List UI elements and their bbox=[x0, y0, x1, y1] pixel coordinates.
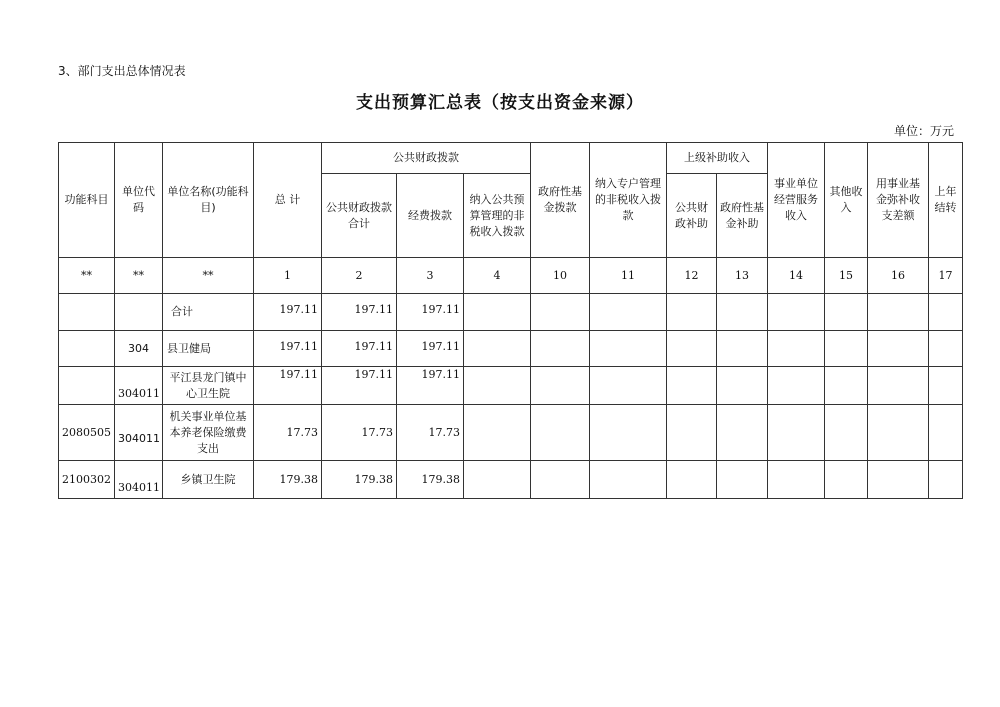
empty-cell bbox=[868, 367, 929, 405]
unit-code-cell bbox=[115, 294, 163, 331]
unit-name-cell: 乡镇卫生院 bbox=[163, 461, 254, 499]
empty-cell bbox=[667, 461, 717, 499]
header-nontax-public: 纳入公共预算管理的非税收入拨款 bbox=[464, 174, 531, 258]
empty-cell bbox=[768, 331, 825, 367]
index-cell: 2 bbox=[322, 258, 397, 294]
index-cell: 14 bbox=[768, 258, 825, 294]
empty-cell bbox=[667, 331, 717, 367]
header-fund-balance: 用事业基金弥补收支差额 bbox=[868, 143, 929, 258]
total-cell: 197.11 bbox=[254, 331, 322, 367]
table-row bbox=[59, 461, 963, 499]
section-title: 3、部门支出总体情况表 bbox=[58, 64, 186, 78]
index-row bbox=[59, 258, 963, 294]
empty-cell bbox=[717, 405, 768, 461]
func-code-cell: 2080505 bbox=[59, 405, 115, 461]
empty-cell bbox=[717, 367, 768, 405]
public-fiscal-total-cell: 197.11 bbox=[322, 331, 397, 367]
index-cell: 15 bbox=[825, 258, 868, 294]
empty-cell bbox=[768, 294, 825, 331]
total-cell: 17.73 bbox=[254, 405, 322, 461]
empty-cell bbox=[464, 331, 531, 367]
func-code-cell bbox=[59, 367, 115, 405]
header-row-1 bbox=[59, 143, 963, 174]
header-funding: 经费拨款 bbox=[397, 174, 464, 258]
empty-cell bbox=[868, 405, 929, 461]
index-cell: 10 bbox=[531, 258, 590, 294]
empty-cell bbox=[768, 367, 825, 405]
empty-cell bbox=[667, 367, 717, 405]
func-code-cell bbox=[59, 331, 115, 367]
empty-cell bbox=[590, 405, 667, 461]
index-cell: 12 bbox=[667, 258, 717, 294]
header-func-subject: 功能科目 bbox=[59, 143, 115, 258]
empty-cell bbox=[590, 294, 667, 331]
funding-cell: 17.73 bbox=[397, 405, 464, 461]
index-cell: 4 bbox=[464, 258, 531, 294]
page-title: 支出预算汇总表（按支出资金来源） bbox=[356, 93, 644, 113]
empty-cell bbox=[464, 461, 531, 499]
public-fiscal-total-cell: 197.11 bbox=[322, 294, 397, 331]
index-cell: 17 bbox=[929, 258, 963, 294]
unit-code-cell: 304011 bbox=[115, 405, 163, 461]
header-total: 总 计 bbox=[254, 143, 322, 258]
empty-cell bbox=[717, 461, 768, 499]
empty-cell bbox=[825, 461, 868, 499]
empty-cell bbox=[531, 461, 590, 499]
empty-cell bbox=[531, 331, 590, 367]
unit-name-cell: 合计 bbox=[163, 294, 254, 331]
unit-label: 单位：万元 bbox=[893, 124, 954, 138]
empty-cell bbox=[929, 367, 963, 405]
funding-cell: 197.11 bbox=[397, 367, 464, 405]
header-gov-fund: 政府性基金拨款 bbox=[531, 143, 590, 258]
header-carryover: 上年结转 bbox=[929, 143, 963, 258]
funding-cell: 197.11 bbox=[397, 331, 464, 367]
index-cell: ** bbox=[163, 258, 254, 294]
empty-cell bbox=[717, 331, 768, 367]
budget-summary-table bbox=[58, 142, 963, 499]
public-fiscal-total-cell: 197.11 bbox=[322, 367, 397, 405]
funding-cell: 179.38 bbox=[397, 461, 464, 499]
header-public-fiscal: 公共财政拨款 bbox=[322, 143, 531, 174]
empty-cell bbox=[768, 405, 825, 461]
index-cell: 11 bbox=[590, 258, 667, 294]
empty-cell bbox=[464, 294, 531, 331]
index-cell: 16 bbox=[868, 258, 929, 294]
unit-name-cell: 机关事业单位基本养老保险缴费支出 bbox=[163, 405, 254, 461]
empty-cell bbox=[531, 294, 590, 331]
empty-cell bbox=[590, 331, 667, 367]
funding-cell: 197.11 bbox=[397, 294, 464, 331]
index-cell: ** bbox=[115, 258, 163, 294]
header-public-fiscal-subsidy: 公共财政补助 bbox=[667, 174, 717, 258]
func-code-cell bbox=[59, 294, 115, 331]
unit-name-cell: 平江县龙门镇中心卫生院 bbox=[163, 367, 254, 405]
empty-cell bbox=[929, 461, 963, 499]
unit-code-cell: 304011 bbox=[115, 367, 163, 405]
header-gov-fund-subsidy: 政府性基金补助 bbox=[717, 174, 768, 258]
empty-cell bbox=[929, 405, 963, 461]
total-cell: 179.38 bbox=[254, 461, 322, 499]
index-cell: ** bbox=[59, 258, 115, 294]
total-cell: 197.11 bbox=[254, 367, 322, 405]
table-row bbox=[59, 294, 963, 331]
index-cell: 3 bbox=[397, 258, 464, 294]
table-row bbox=[59, 405, 963, 461]
empty-cell bbox=[531, 405, 590, 461]
header-business-income: 事业单位经营服务收入 bbox=[768, 143, 825, 258]
empty-cell bbox=[768, 461, 825, 499]
unit-name-cell: 县卫健局 bbox=[163, 331, 254, 367]
header-nontax-special: 纳入专户管理的非税收入拨款 bbox=[590, 143, 667, 258]
header-unit-name: 单位名称(功能科目) bbox=[163, 143, 254, 258]
total-cell: 197.11 bbox=[254, 294, 322, 331]
empty-cell bbox=[825, 367, 868, 405]
empty-cell bbox=[590, 461, 667, 499]
empty-cell bbox=[825, 405, 868, 461]
func-code-cell: 2100302 bbox=[59, 461, 115, 499]
header-public-fiscal-total: 公共财政拨款合计 bbox=[322, 174, 397, 258]
empty-cell bbox=[464, 405, 531, 461]
unit-code-cell: 304011 bbox=[115, 461, 163, 499]
header-other-income: 其他收入 bbox=[825, 143, 868, 258]
empty-cell bbox=[667, 405, 717, 461]
empty-cell bbox=[667, 294, 717, 331]
header-superior-subsidy: 上级补助收入 bbox=[667, 143, 768, 174]
empty-cell bbox=[868, 461, 929, 499]
unit-code-cell: 304 bbox=[115, 331, 163, 367]
index-cell: 13 bbox=[717, 258, 768, 294]
empty-cell bbox=[868, 331, 929, 367]
table-row bbox=[59, 367, 963, 405]
table-row bbox=[59, 331, 963, 367]
empty-cell bbox=[825, 294, 868, 331]
empty-cell bbox=[717, 294, 768, 331]
empty-cell bbox=[590, 367, 667, 405]
public-fiscal-total-cell: 17.73 bbox=[322, 405, 397, 461]
empty-cell bbox=[929, 331, 963, 367]
empty-cell bbox=[825, 331, 868, 367]
empty-cell bbox=[464, 367, 531, 405]
header-unit-code: 单位代码 bbox=[115, 143, 163, 258]
index-cell: 1 bbox=[254, 258, 322, 294]
public-fiscal-total-cell: 179.38 bbox=[322, 461, 397, 499]
empty-cell bbox=[929, 294, 963, 331]
empty-cell bbox=[868, 294, 929, 331]
empty-cell bbox=[531, 367, 590, 405]
